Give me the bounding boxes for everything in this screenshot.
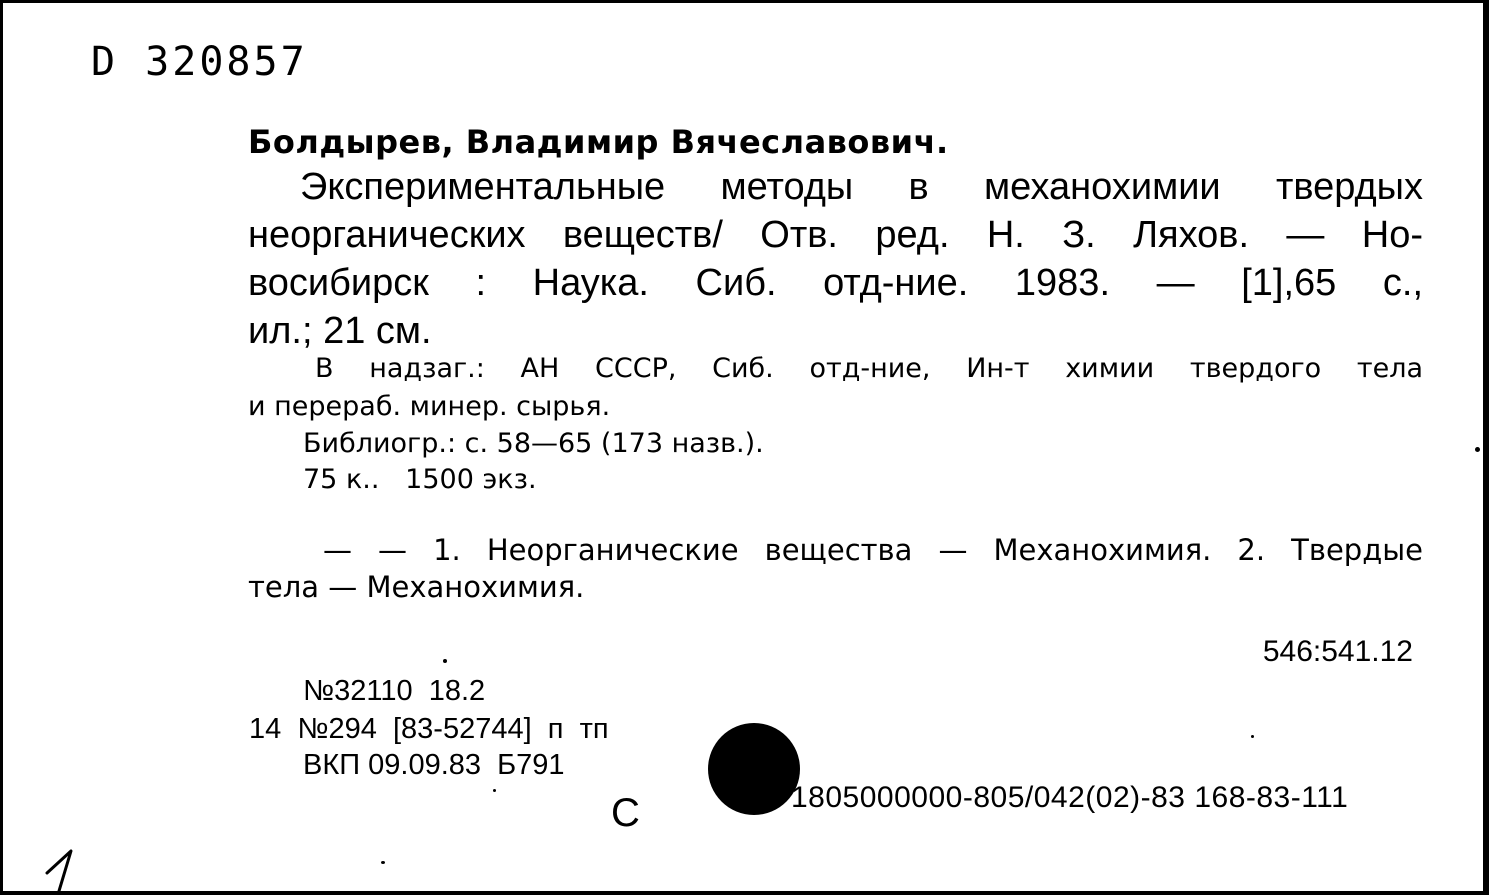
dot-mark [443, 659, 447, 663]
letter-c: С [611, 791, 640, 835]
title-line-4: ил.; 21 см. [248, 310, 432, 352]
accession-line-2: 14 №294 [83-52744] п тп [249, 713, 609, 745]
udc-code: 546:541.12 [1262, 635, 1413, 668]
dot-mark [1475, 447, 1480, 452]
title-line-1: Экспериментальные методы в механохимии твердых [300, 166, 1423, 208]
dot-mark [493, 789, 496, 792]
dot-mark [1251, 735, 1254, 738]
ink-blot [708, 723, 800, 815]
isbn-code: 1805000000-805/042(02)-83 168-83-111 [791, 781, 1349, 814]
subject-headings-line-2: тела — Механохимия. [248, 570, 585, 604]
title-line-3: восибирск : Наука. Сиб. отд-ние. 1983. — [1],65 с., [248, 262, 1423, 304]
accession-line-3: ВКП 09.09.83 Б791 [303, 749, 565, 781]
subject-headings-line-1: — — 1. Неорганические вещества — Механохимия. 2. Твердые [323, 533, 1423, 567]
note-line-1: В надзаг.: АН СССР, Сиб. отд-ние, Ин-т химии твердого тела [315, 353, 1423, 384]
author-heading: Болдырев, Владимир Вячеславович. [248, 123, 949, 161]
call-number: D 320857 [91, 39, 308, 85]
accession-line-1: №32110 18.2 [303, 675, 486, 707]
bibliography-note: Библиогр.: с. 58—65 (173 назв.). [303, 428, 764, 459]
handwritten-mark-1 [41, 835, 101, 893]
title-line-2: неорганических веществ/ Отв. ред. Н. З. Ляхов. — Но- [248, 214, 1423, 256]
dot-mark [381, 861, 385, 864]
price-note: 75 к.. 1500 экз. [303, 464, 537, 495]
title-block [248, 163, 1423, 355]
note-line-2: и перераб. минер. сырья. [248, 391, 611, 422]
